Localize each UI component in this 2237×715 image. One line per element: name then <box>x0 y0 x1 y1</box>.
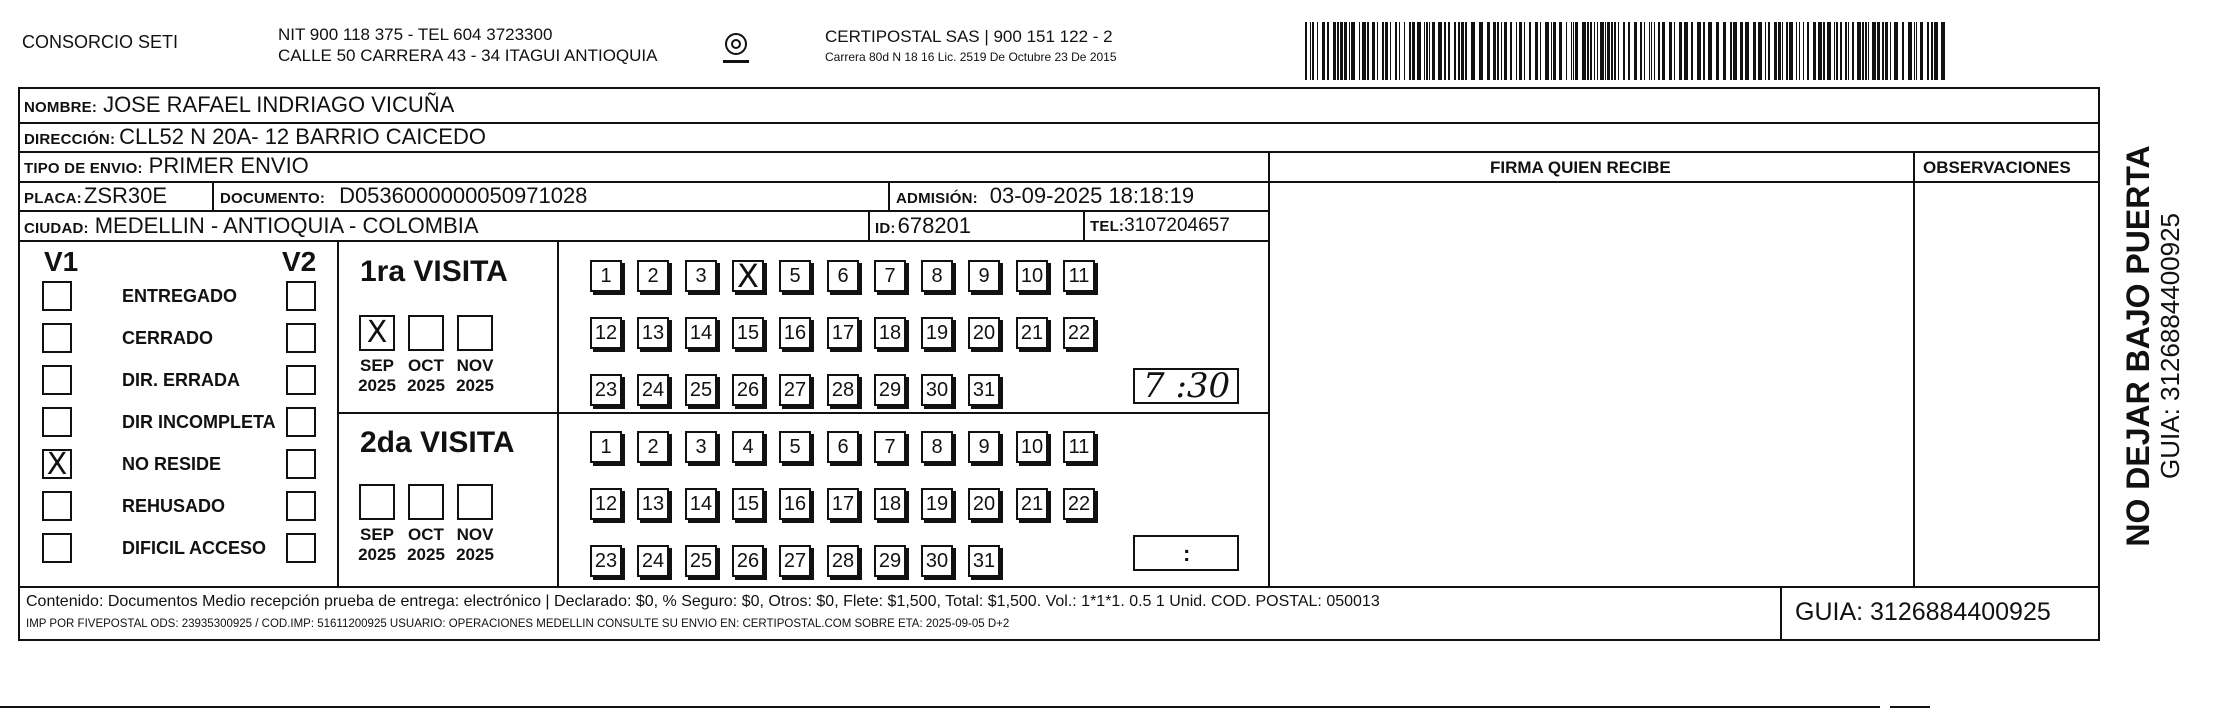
barcode-bar <box>1623 22 1625 80</box>
barcode-bar <box>1322 22 1325 80</box>
barcode-bar <box>1845 22 1847 80</box>
first-visit-day-2[interactable]: 2 <box>637 260 669 292</box>
v2-checkbox-dir-incompleta[interactable] <box>286 407 316 437</box>
barcode-bar <box>1359 22 1360 80</box>
barcode-bar <box>1493 22 1496 80</box>
barcode-bar <box>1894 22 1898 80</box>
first-visit-day-20[interactable]: 20 <box>968 317 1000 349</box>
second-visit-day-7[interactable]: 7 <box>874 431 906 463</box>
second-visit-day-23[interactable]: 23 <box>590 545 622 577</box>
checkbox-mark: X <box>46 447 68 482</box>
ciudad-row: CIUDAD: MEDELLIN - ANTIOQUIA - COLOMBIA <box>24 213 479 238</box>
v2-checkbox-cerrado[interactable] <box>286 323 316 353</box>
barcode-bar <box>1941 22 1945 80</box>
barcode-bar <box>1390 22 1391 80</box>
barcode-bar <box>1409 22 1411 80</box>
status-label: DIFICIL ACCESO <box>122 538 267 558</box>
barcode-bar <box>1654 22 1655 80</box>
barcode-bar <box>1662 22 1665 80</box>
second-visit-day-5[interactable]: 5 <box>779 431 811 463</box>
admision-row: ADMISIÓN: 03-09-2025 18:18:19 <box>896 183 1195 208</box>
v1-checkbox-cerrado[interactable] <box>42 323 72 353</box>
first-visit-month-sep[interactable] <box>359 315 395 351</box>
barcode-bar <box>1740 22 1743 80</box>
barcode-bar <box>1730 22 1732 80</box>
first-visit-day-18[interactable]: 18 <box>874 317 906 349</box>
month-label: OCT 2025 <box>407 356 445 395</box>
second-visit-day-24[interactable]: 24 <box>637 545 669 577</box>
first-visit-day-8[interactable]: 8 <box>921 260 953 292</box>
barcode-bar <box>1573 22 1574 80</box>
barcode-bar <box>1594 22 1595 80</box>
second-visit-day-26[interactable]: 26 <box>732 545 764 577</box>
barcode-bar <box>1310 22 1311 80</box>
second-visit-day-1[interactable]: 1 <box>590 431 622 463</box>
barcode-bar <box>1590 22 1592 80</box>
first-visit-day-26[interactable]: 26 <box>732 374 764 406</box>
admision-value: 03-09-2025 18:18:19 <box>989 183 1195 208</box>
barcode-bar <box>1438 22 1442 80</box>
barcode-bar <box>1605 22 1606 80</box>
first-visit-day-1[interactable]: 1 <box>590 260 622 292</box>
barcode-bar <box>1920 22 1923 80</box>
barcode-bar <box>1813 22 1816 80</box>
first-visit-day-16[interactable]: 16 <box>779 317 811 349</box>
first-visit-day-3[interactable]: 3 <box>685 260 717 292</box>
tel-row: TEL:3107204657 <box>1090 215 1230 236</box>
barcode-bar <box>1312 22 1314 80</box>
barcode-bar <box>1349 22 1350 80</box>
first-visit-day-27[interactable]: 27 <box>779 374 811 406</box>
month-label: SEP 2025 <box>358 356 396 395</box>
barcode-bar <box>1529 22 1531 80</box>
first-visit-month-oct[interactable] <box>408 315 444 351</box>
barcode-bar <box>1372 22 1375 80</box>
barcode-bar <box>1367 22 1369 80</box>
license-line: Carrera 80d N 18 16 Lic. 2519 De Octubre 23 De 2015 <box>825 50 1117 64</box>
first-visit-day-29[interactable]: 29 <box>874 374 906 406</box>
barcode-bar <box>1872 22 1876 80</box>
barcode-bar <box>1649 22 1650 80</box>
tel-value: 3107204657 <box>1124 215 1230 236</box>
first-visit-day-30[interactable]: 30 <box>921 374 953 406</box>
barcode-bar <box>1377 22 1378 80</box>
first-visit-day-23[interactable]: 23 <box>590 374 622 406</box>
barcode-bar <box>1519 22 1522 80</box>
second-visit-day-9[interactable]: 9 <box>968 431 1000 463</box>
day-mark: X <box>737 257 759 295</box>
v2-checkbox-entregado[interactable] <box>286 281 316 311</box>
documento-value: D0536000000050971028 <box>339 183 588 208</box>
id-row: ID:678201 <box>875 213 972 238</box>
footer-guia: GUIA: 3126884400925 <box>1795 598 2051 626</box>
second-visit-day-15[interactable]: 15 <box>732 488 764 520</box>
second-visit-day-16[interactable]: 16 <box>779 488 811 520</box>
status-label: NO RESIDE <box>122 454 222 474</box>
barcode-bar <box>1553 22 1556 80</box>
barcode-bar <box>1404 22 1405 80</box>
first-visit-day-12[interactable]: 12 <box>590 317 622 349</box>
barcode-bar <box>1587 22 1589 80</box>
first-visit-day-31[interactable]: 31 <box>968 374 1000 406</box>
barcode-bar <box>1716 22 1719 80</box>
barcode-bar <box>1697 22 1701 80</box>
barcode-bar <box>1834 22 1835 80</box>
barcode-bar <box>1340 22 1343 80</box>
barcode-bar <box>1429 22 1430 80</box>
first-visit-day-14[interactable]: 14 <box>685 317 717 349</box>
barcode-bar <box>1566 22 1567 80</box>
nombre-row: NOMBRE: JOSE RAFAEL INDRIAGO VICUÑA <box>24 92 455 117</box>
barcode-bar <box>1344 22 1347 80</box>
first-visit-day-4[interactable] <box>732 257 764 295</box>
first-visit-day-15[interactable]: 15 <box>732 317 764 349</box>
status-label: REHUSADO <box>122 496 226 516</box>
second-visit-day-25[interactable]: 25 <box>685 545 717 577</box>
barcode-bar <box>1465 22 1467 80</box>
barcode-bar <box>1823 22 1825 80</box>
second-visit-day-30[interactable]: 30 <box>921 545 953 577</box>
second-visit-day-4[interactable]: 4 <box>732 431 764 463</box>
barcode-bar <box>1934 22 1938 80</box>
barcode-bar <box>1827 22 1831 80</box>
v2-checkbox-dir-errada[interactable] <box>286 365 316 395</box>
barcode-bar <box>1723 22 1726 80</box>
barcode-bar <box>1535 22 1538 80</box>
barcode-bar <box>1852 22 1854 80</box>
barcode-bar <box>1597 22 1598 80</box>
barcode-bar <box>1333 22 1336 80</box>
barcode-bar <box>1575 22 1578 80</box>
barcode-bar <box>1382 22 1384 80</box>
first-visit-day-5[interactable]: 5 <box>779 260 811 292</box>
first-visit-month-nov[interactable] <box>457 315 493 351</box>
barcode-bar <box>1914 22 1915 80</box>
first-visit-title: 1ra VISITA <box>360 255 508 288</box>
barcode-bar <box>1351 22 1355 80</box>
v1-label: V1 <box>44 246 79 277</box>
second-visit-day-3[interactable]: 3 <box>685 431 717 463</box>
barcode-bar <box>1708 22 1712 80</box>
barcode-bar <box>1669 22 1672 80</box>
barcode-bar <box>1857 22 1861 80</box>
barcode-bar <box>1545 22 1549 80</box>
barcode-bar <box>1916 22 1917 80</box>
second-visit-day-22[interactable]: 22 <box>1063 488 1095 520</box>
barcode-bar <box>1799 22 1800 80</box>
barcode-bar <box>1540 22 1541 80</box>
barcode-bar <box>1796 22 1797 80</box>
second-visit-day-27[interactable]: 27 <box>779 545 811 577</box>
barcode-bar <box>1733 22 1737 80</box>
first-visit-day-13[interactable]: 13 <box>637 317 669 349</box>
second-visit-day-20[interactable]: 20 <box>968 488 1000 520</box>
second-visit-day-17[interactable]: 17 <box>827 488 859 520</box>
first-visit-day-11[interactable]: 11 <box>1063 260 1095 292</box>
month-mark: X <box>366 315 388 350</box>
barcode-bar <box>1559 22 1562 80</box>
footer-print-info: IMP POR FIVEPOSTAL ODS: 23935300925 / COD.IMP: 51611200925 USUARIO: OPERACIONES MEDELLIN CONSULTE SU ENVIO EN: CERTIPOSTAL.COM SOBRE ETA: 2025-09-05 D+2 <box>26 618 1010 630</box>
barcode-bar <box>1614 22 1616 80</box>
barcode-bar <box>1317 22 1318 80</box>
direccion-row: DIRECCIÓN: CLL52 N 20A- 12 BARRIO CAICEDO <box>24 124 486 149</box>
barcode-bar <box>1479 22 1483 80</box>
barcode-bar <box>1551 22 1552 80</box>
first-visit-day-22[interactable]: 22 <box>1063 317 1095 349</box>
second-visit-time-box[interactable] <box>1133 535 1239 571</box>
barcode-bar <box>1927 22 1929 80</box>
barcode-bar <box>1865 22 1867 80</box>
direccion-value: CLL52 N 20A- 12 BARRIO CAICEDO <box>119 124 486 149</box>
first-visit-day-28[interactable]: 28 <box>827 374 859 406</box>
barcode-bar <box>1868 22 1869 80</box>
barcode-bar <box>1607 22 1610 80</box>
barcode-bar <box>1432 22 1435 80</box>
barcode-bar <box>1461 22 1464 80</box>
first-visit-day-9[interactable]: 9 <box>968 260 1000 292</box>
barcode-bar <box>1611 22 1613 80</box>
barcode-bar <box>1931 22 1933 80</box>
second-visit-day-13[interactable]: 13 <box>637 488 669 520</box>
barcode-bar <box>1426 22 1428 80</box>
barcode-bar <box>1902 22 1904 80</box>
barcode-bar <box>1362 22 1366 80</box>
second-visit-day-10[interactable]: 10 <box>1016 431 1048 463</box>
first-visit-day-17[interactable]: 17 <box>827 317 859 349</box>
barcode-bar <box>1658 22 1660 80</box>
barcode-bar <box>1424 22 1425 80</box>
barcode-bar <box>1848 22 1849 80</box>
id-value: 678201 <box>897 213 972 238</box>
tipo-envio-value: PRIMER ENVIO <box>148 153 309 178</box>
status-label: CERRADO <box>122 328 214 348</box>
barcode-bar <box>1745 22 1749 80</box>
side-labels <box>2103 115 2193 565</box>
v1-checkbox-dir-errada[interactable] <box>42 365 72 395</box>
barcode-bar <box>1337 22 1339 80</box>
barcode-bar <box>1628 22 1630 80</box>
first-visit-day-25[interactable]: 25 <box>685 374 717 406</box>
barcode-bar <box>1782 22 1783 80</box>
barcode-bar <box>1877 22 1880 80</box>
first-visit-day-21[interactable]: 21 <box>1016 317 1048 349</box>
status-label: DIR INCOMPLETA <box>122 412 276 432</box>
company-name: CONSORCIO SETI <box>22 32 179 52</box>
barcode-bar <box>1487 22 1490 80</box>
no-dejar-bajo-puerta: NO DEJAR BAJO PUERTA <box>2120 145 2156 547</box>
nit-line: NIT 900 118 375 - TEL 604 3723300 <box>278 25 553 44</box>
first-visit-time-box[interactable] <box>1133 368 1239 404</box>
barcode-icon <box>1305 22 1955 80</box>
first-visit-time: 7 :30 <box>1143 366 1231 406</box>
v2-label: V2 <box>282 246 317 277</box>
barcode-bar <box>1412 22 1415 80</box>
barcode-bar <box>1444 22 1446 80</box>
second-visit-day-18[interactable]: 18 <box>874 488 906 520</box>
barcode-bar <box>1786 22 1788 80</box>
barcode-bar <box>1504 22 1507 80</box>
barcode-bar <box>1644 22 1645 80</box>
barcode-bar <box>1501 22 1502 80</box>
v1-checkbox-dir-incompleta[interactable] <box>42 407 72 437</box>
barcode-bar <box>1908 22 1912 80</box>
barcode-bar <box>1882 22 1884 80</box>
barcode-bar <box>1789 22 1793 80</box>
ciudad-value: MEDELLIN - ANTIOQUIA - COLOMBIA <box>94 213 479 238</box>
placa-value: ZSR30E <box>83 183 168 208</box>
second-visit-day-6[interactable]: 6 <box>827 431 859 463</box>
status-label: ENTREGADO <box>122 286 238 306</box>
barcode-bar <box>1516 22 1517 80</box>
observaciones-header: OBSERVACIONES <box>1923 158 2071 177</box>
status-label: DIR. ERRADA <box>122 370 241 390</box>
barcode-bar <box>1417 22 1421 80</box>
first-visit-day-24[interactable]: 24 <box>637 374 669 406</box>
barcode-bar <box>1679 22 1682 80</box>
side-guia: GUIA: 3126884400925 <box>2155 213 2185 479</box>
month-label: NOV 2025 <box>456 525 494 564</box>
second-visit-day-2[interactable]: 2 <box>637 431 669 463</box>
v1-checkbox-no-reside[interactable] <box>42 447 72 482</box>
barcode-bar <box>1497 22 1499 80</box>
barcode-bar <box>1448 22 1450 80</box>
month-label: SEP 2025 <box>358 525 396 564</box>
logo-icon <box>717 30 755 68</box>
second-visit-day-12[interactable]: 12 <box>590 488 622 520</box>
second-visit-day-14[interactable]: 14 <box>685 488 717 520</box>
month-label: NOV 2025 <box>456 356 494 395</box>
second-visit-day-11[interactable]: 11 <box>1063 431 1095 463</box>
barcode-bar <box>1836 22 1838 80</box>
barcode-bar <box>1634 22 1637 80</box>
barcode-bar <box>1753 22 1756 80</box>
barcode-bar <box>1454 22 1456 80</box>
barcode-bar <box>1618 22 1619 80</box>
barcode-bar <box>1778 22 1781 80</box>
second-visit-title: 2da VISITA <box>360 426 515 459</box>
month-label: OCT 2025 <box>407 525 445 564</box>
barcode-bar <box>1765 22 1766 80</box>
address-line: CALLE 50 CARRERA 43 - 34 ITAGUI ANTIOQUIA <box>278 46 658 65</box>
barcode-bar <box>1758 22 1762 80</box>
barcode-bar <box>1458 22 1460 80</box>
barcode-bar <box>1600 22 1604 80</box>
barcode-bar <box>1305 22 1307 80</box>
v2-checkbox-no-reside[interactable] <box>286 449 316 479</box>
barcode-bar <box>1768 22 1770 80</box>
barcode-bar <box>1582 22 1586 80</box>
second-visit-day-28[interactable]: 28 <box>827 545 859 577</box>
barcode-bar <box>1395 22 1397 80</box>
first-visit-day-7[interactable]: 7 <box>874 260 906 292</box>
barcode-bar <box>1840 22 1842 80</box>
barcode-bar <box>1774 22 1777 80</box>
certipostal-line: CERTIPOSTAL SAS | 900 151 122 - 2 <box>825 27 1113 46</box>
v1-checkbox-dificil-acceso[interactable] <box>42 533 72 563</box>
barcode-bar <box>1674 22 1675 80</box>
barcode-bar <box>1385 22 1388 80</box>
first-visit-day-6[interactable]: 6 <box>827 260 859 292</box>
second-visit-day-21[interactable]: 21 <box>1016 488 1048 520</box>
documento-row: DOCUMENTO: D0536000000050971028 <box>220 183 588 208</box>
barcode-bar <box>1399 22 1400 80</box>
barcode-bar <box>1818 22 1822 80</box>
nombre-value: JOSE RAFAEL INDRIAGO VICUÑA <box>103 92 455 117</box>
second-visit-day-8[interactable]: 8 <box>921 431 953 463</box>
second-visit-time: : <box>1183 541 1191 566</box>
barcode-bar <box>1885 22 1888 80</box>
barcode-bar <box>1327 22 1329 80</box>
barcode-bar <box>1524 22 1525 80</box>
first-visit-day-19[interactable]: 19 <box>921 317 953 349</box>
barcode-bar <box>1703 22 1705 80</box>
second-visit-day-31[interactable]: 31 <box>968 545 1000 577</box>
second-visit-month-oct[interactable] <box>408 484 444 520</box>
barcode-bar <box>1803 22 1804 80</box>
certipostal-logo <box>717 30 755 68</box>
second-visit-day-19[interactable]: 19 <box>921 488 953 520</box>
second-visit-month-nov[interactable] <box>457 484 493 520</box>
first-visit-day-10[interactable]: 10 <box>1016 260 1048 292</box>
firma-header: FIRMA QUIEN RECIBE <box>1490 158 1671 177</box>
v1-checkbox-rehusado[interactable] <box>42 491 72 521</box>
form-frame <box>18 87 2100 641</box>
barcode-bar <box>1890 22 1891 80</box>
barcode-bar <box>1571 22 1572 80</box>
barcode-bar <box>1684 22 1688 80</box>
barcode-bar <box>1640 22 1642 80</box>
barcode-bar <box>1807 22 1809 80</box>
second-visit-day-29[interactable]: 29 <box>874 545 906 577</box>
barcode-bar <box>1510 22 1512 80</box>
tipo-envio-row: TIPO DE ENVIO: PRIMER ENVIO <box>24 153 309 178</box>
footer-content: Contenido: Documentos Medio recepción prueba de entrega: electrónico | Declarado: $0, % Seguro: $0, Otros: $0, Flete: $1,500, Total: $1,500. Vol.: 1*1*1. 0.5 1 Unid. COD. POSTAL: 050013 <box>26 593 1380 610</box>
placa-row: PLACA:ZSR30E <box>24 183 168 208</box>
v1-checkbox-entregado[interactable] <box>42 281 72 311</box>
v2-checkbox-rehusado[interactable] <box>286 491 316 521</box>
v2-checkbox-dificil-acceso[interactable] <box>286 533 316 563</box>
barcode-bar <box>1651 22 1652 80</box>
second-visit-month-sep[interactable] <box>359 484 395 520</box>
barcode-bar <box>1691 22 1693 80</box>
barcode-bar <box>1862 22 1864 80</box>
barcode-bar <box>1471 22 1475 80</box>
